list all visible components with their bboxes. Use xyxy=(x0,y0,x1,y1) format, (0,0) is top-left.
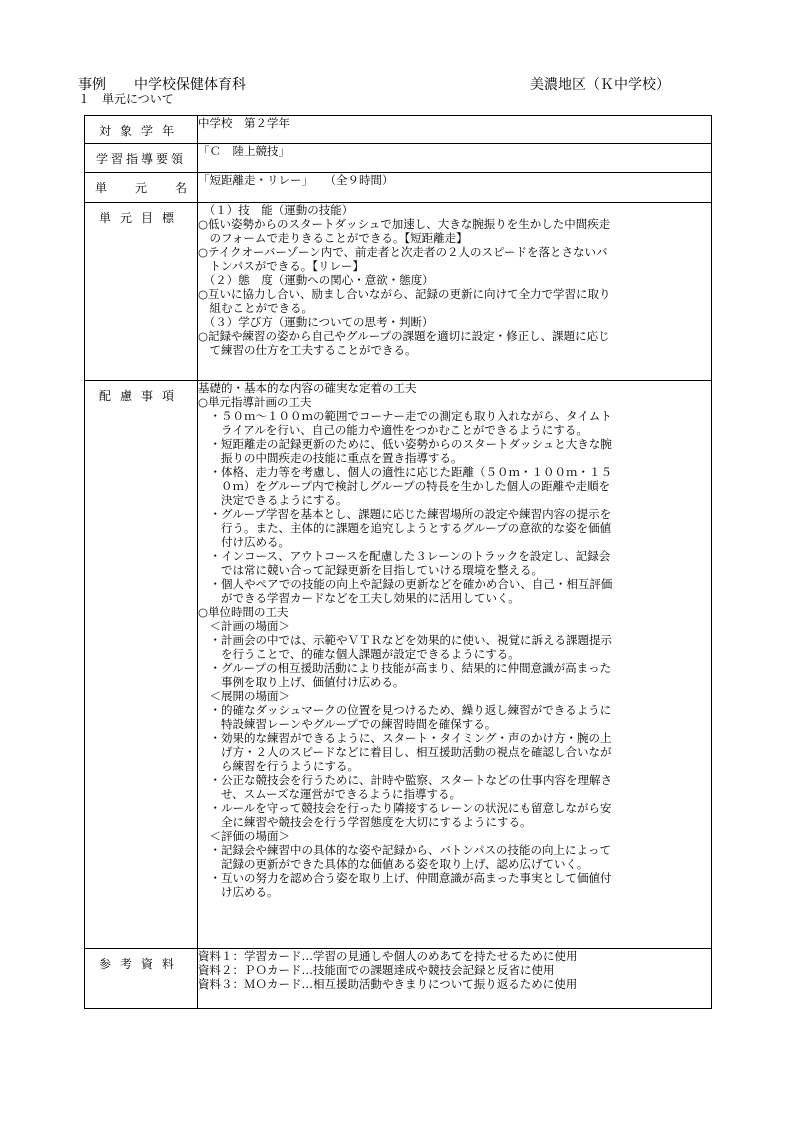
consideration-line: 基礎的・基本的な内容の確実な定着の工夫 xyxy=(198,381,417,395)
value-goals xyxy=(198,203,712,381)
value-considerations xyxy=(198,381,712,949)
grade-text: 中学校 第２学年 xyxy=(198,116,290,130)
label-grade xyxy=(85,116,198,144)
label-considerations xyxy=(85,381,198,949)
label-guideline xyxy=(85,144,198,173)
goal-line: （２）態 度（運動への関心・意欲・態度） xyxy=(198,273,434,287)
row-grade xyxy=(85,116,712,144)
label-references xyxy=(85,949,198,1009)
value-guideline xyxy=(198,144,712,173)
row-guideline xyxy=(85,144,712,173)
row-considerations xyxy=(85,381,712,949)
consideration-line: 特設練習レーンやグループでの練習時間を確保する。 xyxy=(198,717,497,731)
consideration-line: ・公正な競技会を行うために、計時や監察、スタートなどの仕事内容を理解さ xyxy=(198,773,612,787)
consideration-line: ・記録会や練習中の具体的な姿や記録から、バトンパスの技能の向上によって xyxy=(198,843,611,857)
goal-line: ○互いに協力し合い、励まし合いながら、記録の更新に向けて全力で学習に取り xyxy=(198,287,611,301)
label-grade-text: 対象学年 xyxy=(98,124,183,138)
goal-line: 組むことができる。 xyxy=(198,301,313,315)
consideration-line: ・短距離走の記録更新のために、低い姿勢からのスタートダッシュと大きな腕 xyxy=(198,437,612,451)
reference-line: 資料２：ＰＯカード…技能面での課題達成や競技会記録と反省に使用 xyxy=(198,963,555,977)
consideration-line: では常に競い合って記録更新を目指していける環境を整える。 xyxy=(198,563,543,577)
consideration-line: ＜展開の場面＞ xyxy=(198,689,290,703)
consideration-line: け広める。 xyxy=(198,885,279,899)
consideration-line: ・的確なダッシュマークの位置を見つけるため、繰り返し練習ができるように xyxy=(198,703,612,717)
school-district: 美濃地区（Ｋ中学校） xyxy=(530,77,670,93)
consideration-line: ＜計画の場面＞ xyxy=(198,619,290,633)
goal-line: （３）学び方（運動についての思考・判断） xyxy=(198,315,434,329)
goal-line: （１）技 能（運動の技能） xyxy=(198,203,354,217)
label-unit xyxy=(85,173,198,203)
consideration-line: 行う。また、主体的に課題を追究しようとするグループの意欲的な姿を価値 xyxy=(198,521,612,535)
consideration-line: ○単位時間の工夫 xyxy=(198,605,289,619)
consideration-line: を行うことで、的確な個人課題が設定できるようにする。 xyxy=(198,647,520,661)
consideration-line: ０ｍ）をグループ内で検討しグループの特長を生かした個人の距離や走順を xyxy=(198,479,611,493)
consideration-line: ・効果的な練習ができるように、スタート・タイミング・声のかけ方・腕の上 xyxy=(198,731,612,745)
goal-line: ○テイクオーバーゾーン内で、前走者と次走者の２人のスピードを落とさないバ xyxy=(198,245,608,259)
unit-text: 「短距離走・リレー」 （全９時間） xyxy=(198,173,394,187)
consideration-line: ・互いの努力を認め合う姿を取り上げ、仲間意識が高まった事実として価値付 xyxy=(198,871,612,885)
unit-plan-table xyxy=(84,115,712,1009)
label-unit-text: 単元名 xyxy=(95,181,187,195)
label-guideline-text: 学習指導要領 xyxy=(95,152,186,166)
consideration-line: 振りの中間疾走の技能に重点を置き指導する。 xyxy=(198,451,463,465)
consideration-line: ライアルを行い、自己の能力や適性をつかむことができるようにする。 xyxy=(198,423,588,437)
label-goals xyxy=(85,203,198,381)
consideration-line: ・グループの相互援助活動により技能が高まり、結果的に仲間意識が高まった xyxy=(198,661,612,675)
value-unit xyxy=(198,173,712,203)
consideration-line: ・ルールを守って競技会を行ったり隣接するレーンの状況にも留意しながら安 xyxy=(198,801,612,815)
consideration-line: ＜評価の場面＞ xyxy=(198,829,290,843)
reference-line: 資料３：ＭＯカード…相互援助活動やきまりについて振り返るために使用 xyxy=(198,977,578,991)
label-goals-text: 単元目標 xyxy=(98,211,183,225)
consideration-line: せ、スムーズな運営ができるように指導する。 xyxy=(198,787,462,801)
row-unit xyxy=(85,173,712,203)
value-references xyxy=(198,949,712,1009)
consideration-line: ○単元指導計画の工夫 xyxy=(198,395,312,409)
reference-line: 資料１：学習カード…学習の見通しや個人のめあてを持たせるために使用 xyxy=(198,949,578,963)
label-references-text: 参考資料 xyxy=(98,957,183,971)
consideration-line: 付け広める。 xyxy=(198,535,290,549)
row-references xyxy=(85,949,712,1009)
goal-line: のフォームで走りきることができる。【短距離走】 xyxy=(198,231,468,245)
goal-line: て練習の仕方を工夫することができる。 xyxy=(198,343,417,357)
goal-line: ○低い姿勢からのスタートダッシュで加速し、大きな腕振りを生かした中間疾走 xyxy=(198,217,611,231)
consideration-line: 記録の更新ができた具体的な価値ある姿を取り上げ、認め広げていく。 xyxy=(198,857,589,871)
goal-line: ○記録や練習の姿から自己やグループの課題を適切に設定・修正し、課題に応じ xyxy=(198,329,610,343)
consideration-line: ら練習を行うようにする。 xyxy=(198,759,359,773)
consideration-line: ・個人やペアでの技能の向上や記録の更新などを確かめ合い、自己・相互評価 xyxy=(198,577,613,591)
consideration-line: 決定できるようにする。 xyxy=(198,493,348,507)
consideration-line: 事例を取り上げ、価値付け広める。 xyxy=(198,675,405,689)
consideration-line: ・５０ｍ～１００ｍの範囲でコーナー走での測定も取り入れながら、タイムト xyxy=(198,409,612,423)
label-considerations-text: 配慮事項 xyxy=(98,389,183,403)
document-title: 事例 中学校保健体育科 xyxy=(78,77,246,93)
consideration-line: げ方・２人のスピードなどに着目し、相互援助活動の視点を確認し合いなが xyxy=(198,745,612,759)
consideration-line: ・計画会の中では、示範やＶＴＲなどを効果的に使い、視覚に訴える課題提示 xyxy=(198,633,612,647)
consideration-line: 全に練習や競技会を行う学習態度を大切にするようにする。 xyxy=(198,815,532,829)
consideration-line: ができる学習カードなどを工夫し効果的に活用していく。 xyxy=(198,591,520,605)
guideline-text: 「Ｃ 陸上競技」 xyxy=(198,144,290,158)
consideration-line: ・インコース、アウトコースを配慮した３レーンのトラックを設定し、記録会 xyxy=(198,549,611,563)
value-grade xyxy=(198,116,712,144)
section-heading: １ 単元について xyxy=(78,92,174,106)
consideration-line: ・グループ学習を基本とし、課題に応じた練習場所の設定や練習内容の提示を xyxy=(198,507,612,521)
row-goals xyxy=(85,203,712,381)
goal-line: トンパスができる。【リレー】 xyxy=(198,259,364,273)
consideration-line: ・体格、走力等を考慮し、個人の適性に応じた距離（５０ｍ・１００ｍ・１５ xyxy=(198,465,612,479)
